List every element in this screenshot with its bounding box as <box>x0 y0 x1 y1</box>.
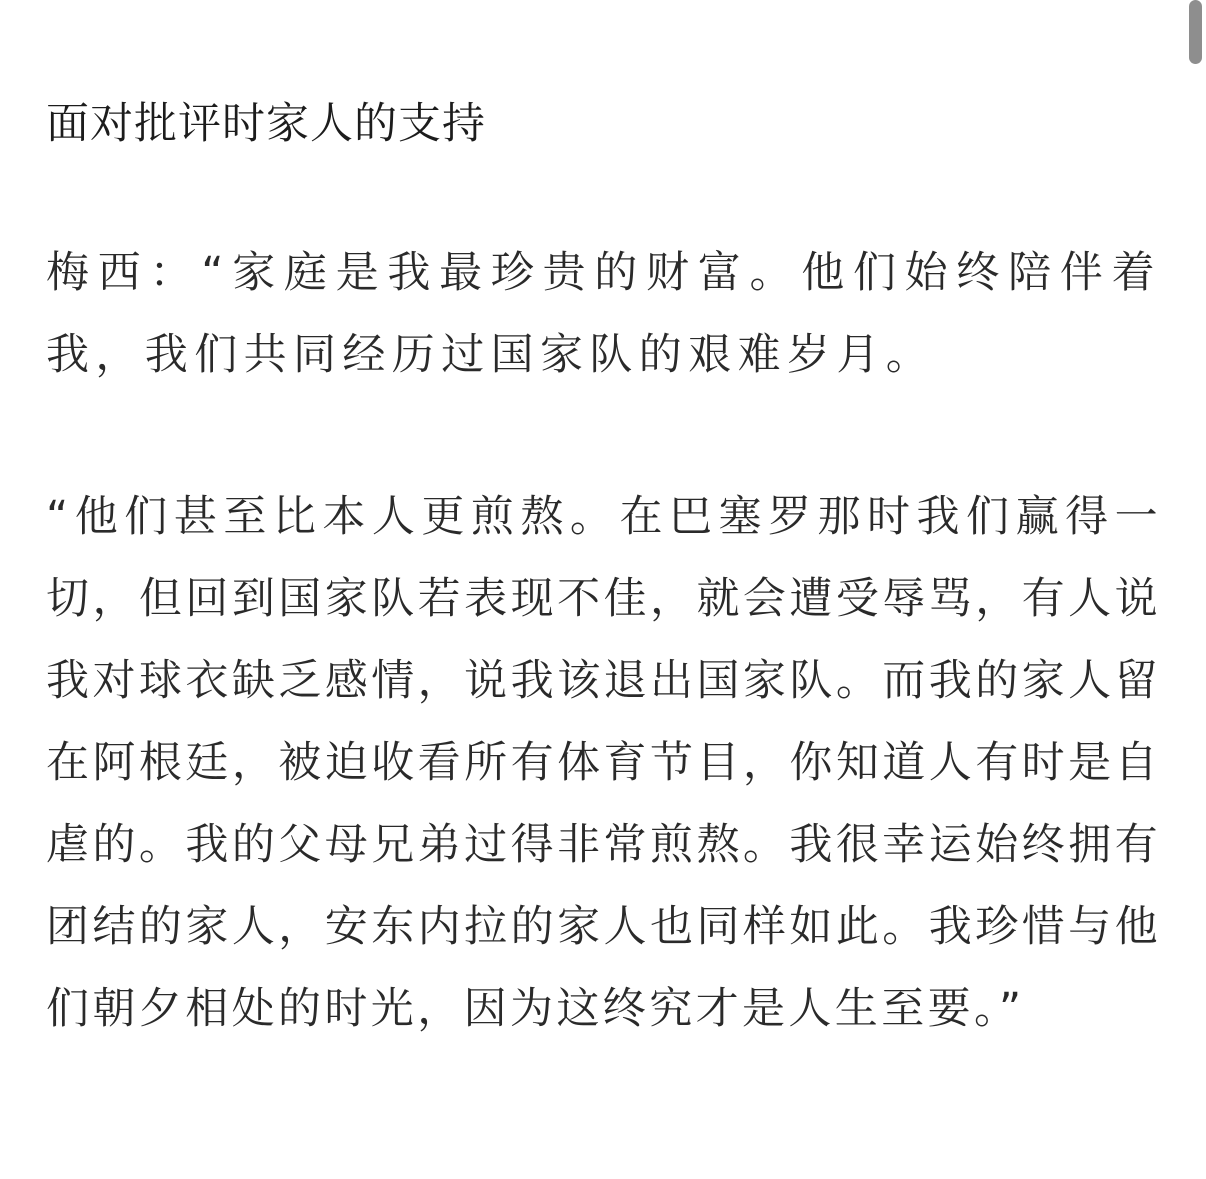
scrollbar-thumb[interactable] <box>1189 0 1202 64</box>
paragraph-2: “他们甚至比本人更煎熬。在巴塞罗那时我们赢得一切，但回到国家队若表现不佳，就会遭受辱骂，有人说我对球衣缺乏感情，说我该退出国家队。而我的家人留在阿根廷，被迫收看所有体育节目，你知道人有时是自虐的。我的父母兄弟过得非常煎熬。我很幸运始终拥有团结的家人，安东内拉的家人也同样如此。我珍惜与他们朝夕相处的时光，因为这终究才是人生至要。” <box>46 492 1161 1034</box>
article-title: 面对批评时家人的支持 <box>46 99 486 149</box>
paragraph-1: 梅西：“家庭是我最珍贵的财富。他们始终陪伴着我，我们共同经历过国家队的艰难岁月。 <box>46 248 1161 380</box>
